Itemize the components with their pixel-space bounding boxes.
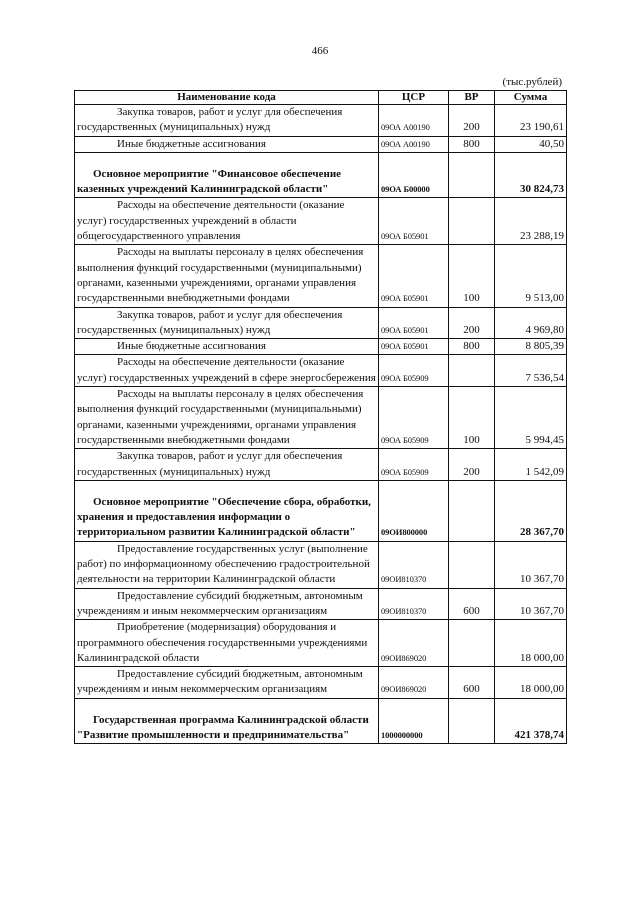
row-name: Закупка товаров, работ и услуг для обеспечения государственных (муниципальных) нужд [77,308,343,336]
row-name: Основное мероприятие "Финансовое обеспечение казенных учреждений Калининградской области" [77,167,342,196]
row-name-cell [75,387,379,449]
row-vr: 200 [449,449,495,481]
row-sum: 4 969,80 [495,307,567,339]
row-vr [449,480,495,541]
row-name: Предоставление субсидий бюджетным, автономным учреждениям и иным некоммерческим организациям [77,589,363,617]
row-name-cell [75,152,379,198]
table-row [75,698,567,744]
row-vr [449,698,495,744]
table-row [75,105,567,137]
row-sum: 10 367,70 [495,588,567,620]
row-vr [449,355,495,387]
row-csr: 09ОА А00190 [379,105,449,137]
row-sum: 1 542,09 [495,449,567,481]
table-row [75,667,567,699]
table-row [75,620,567,667]
row-name-cell [75,198,379,245]
row-csr: 09ОИ869020 [379,620,449,667]
row-csr: 1000000000 [379,698,449,744]
table-row [75,136,567,152]
row-sum: 23 190,61 [495,105,567,137]
table-row [75,198,567,245]
table-row [75,387,567,449]
row-name: Расходы на выплаты персоналу в целях обеспечения выполнения функций государственными (муниципальными) органами, казенными учреждениями, органами управления государственными внебюджетными фондами [77,388,364,446]
table-row [75,588,567,620]
table-row [75,339,567,355]
row-vr: 100 [449,387,495,449]
table-row [75,541,567,588]
row-csr: 09ОИ800000 [379,480,449,541]
row-name: Предоставление субсидий бюджетным, автономным учреждениям и иным некоммерческим организациям [77,668,363,696]
row-sum: 28 367,70 [495,480,567,541]
row-name: Иные бюджетные ассигнования [117,340,266,353]
row-sum: 8 805,39 [495,339,567,355]
table-row [75,245,567,307]
row-name: Закупка товаров, работ и услуг для обеспечения государственных (муниципальных) нужд [77,450,343,478]
row-name: Расходы на обеспечение деятельности (оказание услуг) государственных учреждений в сфере энергосбережения [77,356,376,384]
header-csr: ЦСР [379,91,449,105]
row-csr: 09ОА Б00000 [379,152,449,198]
row-sum: 23 288,19 [495,198,567,245]
row-vr [449,541,495,588]
header-name: Наименование кода [75,91,379,105]
row-name-cell [75,355,379,387]
budget-table [74,90,567,744]
row-name-cell [75,667,379,699]
row-vr: 600 [449,588,495,620]
row-csr: 09ОА Б05909 [379,355,449,387]
row-sum: 10 367,70 [495,541,567,588]
units-label: (тыс.рублей) [502,76,562,88]
row-name-cell [75,245,379,307]
row-name: Расходы на выплаты персоналу в целях обеспечения выполнения функций государственными (муниципальными) органами, казенными учреждениями, органами управления государственными внебюджетными фондами [77,246,364,305]
row-name-cell [75,339,379,355]
row-name: Предоставление государственных услуг (выполнение работ) по информационному обеспечению градостроительной деятельности на территории Калининградской области [77,542,370,586]
row-name-cell [75,541,379,588]
row-name-cell [75,588,379,620]
table-row [75,480,567,541]
row-csr: 09ОА Б05909 [379,387,449,449]
row-csr: 09ОИ869020 [379,667,449,699]
row-csr: 09ОА Б05901 [379,245,449,307]
row-name-cell [75,620,379,667]
row-name: Государственная программа Калининградской области "Развитие промышленности и предпринимательства" [77,713,369,741]
row-vr [449,198,495,245]
row-sum: 18 000,00 [495,620,567,667]
row-sum: 9 513,00 [495,245,567,307]
row-csr: 09ОА Б05909 [379,449,449,481]
row-name-cell [75,698,379,744]
table-row [75,355,567,387]
table-row [75,307,567,339]
row-sum: 421 378,74 [495,698,567,744]
row-vr: 100 [449,245,495,307]
row-name-cell [75,307,379,339]
row-sum: 40,50 [495,136,567,152]
row-vr [449,620,495,667]
row-vr: 800 [449,339,495,355]
row-vr: 200 [449,307,495,339]
row-name: Закупка товаров, работ и услуг для обеспечения государственных (муниципальных) нужд [77,106,343,134]
row-name: Расходы на обеспечение деятельности (оказание услуг) государственных учреждений в области общегосударственного управления [77,199,345,243]
row-csr: 09ОИ810370 [379,541,449,588]
page-number: 466 [311,45,329,57]
row-csr: 09ОА Б05901 [379,198,449,245]
table-body [75,105,567,744]
row-sum: 30 824,73 [495,152,567,198]
row-csr: 09ОИ810370 [379,588,449,620]
row-vr: 600 [449,667,495,699]
row-csr: 09ОА Б05901 [379,339,449,355]
table-row [75,449,567,481]
row-name-cell [75,449,379,481]
header-sum: Сумма [495,91,567,105]
row-name-cell [75,105,379,137]
table-header-row [75,91,567,105]
header-vr: ВР [449,91,495,105]
row-csr: 09ОА А00190 [379,136,449,152]
table-row [75,152,567,198]
row-sum: 7 536,54 [495,355,567,387]
row-vr: 800 [449,136,495,152]
row-csr: 09ОА Б05901 [379,307,449,339]
row-name-cell [75,480,379,541]
row-vr: 200 [449,105,495,137]
row-name: Приобретение (модернизация) оборудования и программного обеспечения государственными учреждениями Калининградской области [77,621,368,664]
row-name: Основное мероприятие "Обеспечение сбора, обработки, хранения и предоставления информации о территориальном развитии Калининградской области" [77,495,371,539]
row-name-cell [75,136,379,152]
row-sum: 5 994,45 [495,387,567,449]
row-sum: 18 000,00 [495,667,567,699]
row-name: Иные бюджетные ассигнования [117,137,266,150]
row-vr [449,152,495,198]
